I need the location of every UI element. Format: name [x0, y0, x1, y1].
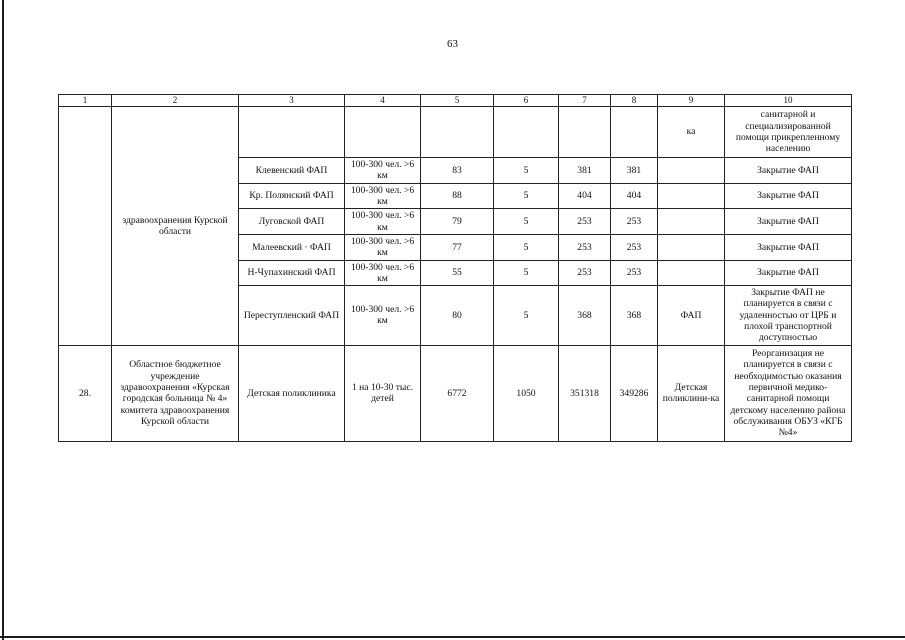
cell-col6: 5 — [494, 183, 559, 209]
cell-num — [59, 107, 112, 346]
page-frame-left — [2, 0, 4, 640]
cell-col7: 253 — [559, 260, 611, 286]
cell-col7: 253 — [559, 234, 611, 260]
cell-org-continuation: здравоохранения Курской области — [112, 107, 239, 346]
cell-type-continuation: ка — [658, 107, 725, 158]
cell-col9 — [658, 158, 725, 184]
cell-empty — [345, 107, 421, 158]
header-row — [59, 95, 852, 107]
cell-unit: Клевенский ФАП — [239, 158, 345, 184]
cell-unit: Н-Чупахинский ФАП — [239, 260, 345, 286]
cell-empty — [559, 107, 611, 158]
cell-unit: Луговской ФАП — [239, 209, 345, 235]
cell-col9 — [658, 260, 725, 286]
cell-col5: 83 — [421, 158, 494, 184]
col-header-10: 10 — [725, 95, 852, 107]
cell-criteria: 100-300 чел. >6 км — [345, 158, 421, 184]
col-header-3: 3 — [239, 95, 345, 107]
cell-criteria: 100-300 чел. >6 км — [345, 286, 421, 346]
cell-unit: Кр. Полянский ФАП — [239, 183, 345, 209]
cell-unit: Переступленский ФАП — [239, 286, 345, 346]
cell-col5: 79 — [421, 209, 494, 235]
cell-criteria: 100-300 чел. >6 км — [345, 209, 421, 235]
col-header-2: 2 — [112, 95, 239, 107]
page-number: 63 — [447, 38, 458, 50]
cell-col6: 5 — [494, 286, 559, 346]
cell-col8: 368 — [611, 286, 658, 346]
cell-col5: 77 — [421, 234, 494, 260]
col-header-1: 1 — [59, 95, 112, 107]
col-header-7: 7 — [559, 95, 611, 107]
cell-note: Реорганизация не планируется в связи с необходимостью оказания первичной медико-санитарной помощи детскому населению района обслуживания ОБУЗ «КГБ №4» — [725, 345, 852, 441]
cell-col5: 80 — [421, 286, 494, 346]
cell-col9 — [658, 209, 725, 235]
table-row-continuation — [59, 107, 852, 158]
cell-criteria: 1 на 10-30 тыс. детей — [345, 345, 421, 441]
page-frame-bottom — [0, 636, 905, 638]
cell-note: Закрытие ФАП — [725, 209, 852, 235]
col-header-5: 5 — [421, 95, 494, 107]
col-header-4: 4 — [345, 95, 421, 107]
cell-col6: 1050 — [494, 345, 559, 441]
cell-criteria: 100-300 чел. >6 км — [345, 183, 421, 209]
cell-col7: 368 — [559, 286, 611, 346]
cell-col8: 253 — [611, 260, 658, 286]
cell-unit: Детская поликлиника — [239, 345, 345, 441]
cell-num: 28. — [59, 345, 112, 441]
cell-col5: 88 — [421, 183, 494, 209]
cell-note: Закрытие ФАП — [725, 183, 852, 209]
cell-criteria: 100-300 чел. >6 км — [345, 260, 421, 286]
cell-note: Закрытие ФАП — [725, 158, 852, 184]
table-row-28 — [59, 345, 852, 441]
cell-col6: 5 — [494, 234, 559, 260]
cell-col8: 253 — [611, 209, 658, 235]
cell-col7: 381 — [559, 158, 611, 184]
cell-col7: 351318 — [559, 345, 611, 441]
cell-empty — [611, 107, 658, 158]
cell-empty — [421, 107, 494, 158]
cell-col5: 55 — [421, 260, 494, 286]
col-header-8: 8 — [611, 95, 658, 107]
col-header-9: 9 — [658, 95, 725, 107]
cell-col8: 349286 — [611, 345, 658, 441]
cell-col8: 253 — [611, 234, 658, 260]
cell-unit: Малеевский · ФАП — [239, 234, 345, 260]
cell-col7: 404 — [559, 183, 611, 209]
cell-col6: 5 — [494, 260, 559, 286]
facility-table — [58, 94, 852, 442]
cell-col7: 253 — [559, 209, 611, 235]
cell-col8: 404 — [611, 183, 658, 209]
cell-note: Закрытие ФАП — [725, 234, 852, 260]
cell-col5: 6772 — [421, 345, 494, 441]
cell-col8: 381 — [611, 158, 658, 184]
cell-note: Закрытие ФАП не планируется в связи с удаленностью от ЦРБ и плохой транспортной доступностью — [725, 286, 852, 346]
cell-org: Областное бюджетное учреждение здравоохранения «Курская городская больница № 4» комитета здравоохранения Курской области — [112, 345, 239, 441]
cell-col6: 5 — [494, 209, 559, 235]
cell-empty — [239, 107, 345, 158]
cell-col9 — [658, 234, 725, 260]
cell-col9 — [658, 183, 725, 209]
cell-col6: 5 — [494, 158, 559, 184]
cell-note-continuation: санитарной и специализированной помощи прикрепленному населению — [725, 107, 852, 158]
cell-criteria: 100-300 чел. >6 км — [345, 234, 421, 260]
cell-col9: ФАП — [658, 286, 725, 346]
cell-empty — [494, 107, 559, 158]
cell-note: Закрытие ФАП — [725, 260, 852, 286]
col-header-6: 6 — [494, 95, 559, 107]
cell-col9: Детская поликлини-ка — [658, 345, 725, 441]
